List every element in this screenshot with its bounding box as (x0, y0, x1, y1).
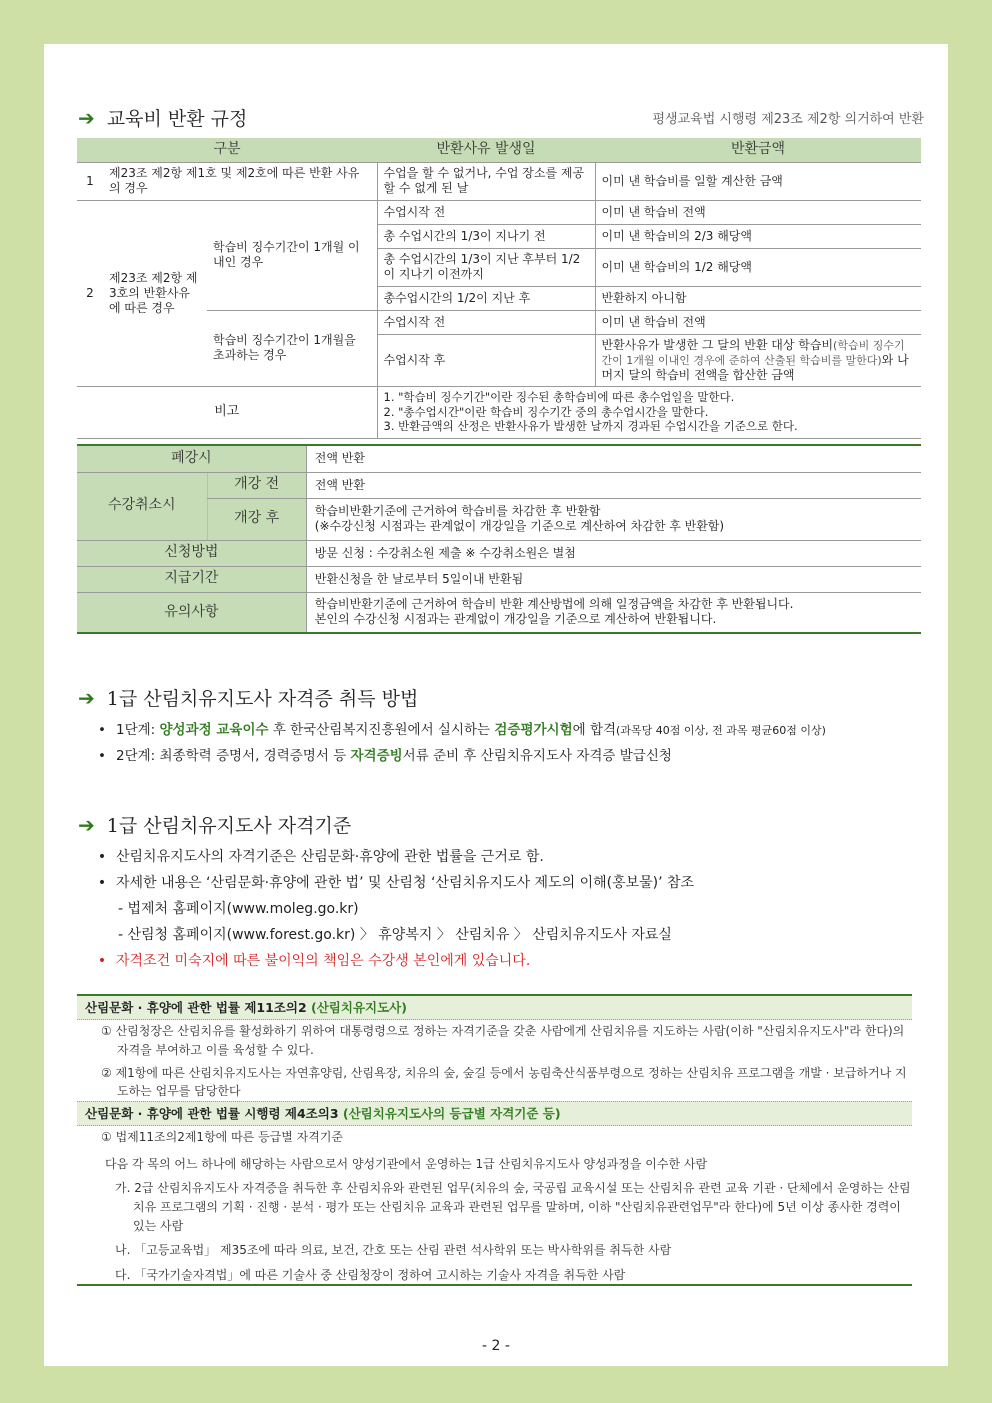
note-label: 유의사항 (77, 592, 306, 632)
arrow-right-icon: ➔ (78, 685, 95, 710)
closure-label: 폐강시 (77, 446, 306, 472)
table-row (77, 472, 921, 498)
row-occurrence: 총 수업시간의 1/3이 지나기 전 (377, 224, 595, 248)
cancel-table (77, 446, 921, 632)
pay-value: 반환신청을 한 날로부터 5일이내 반환됨 (306, 566, 921, 592)
row-occurrence: 수업시작 전 (377, 200, 595, 224)
row-occurrence: 수업시작 전 (377, 310, 595, 334)
bullet-icon: • (98, 722, 106, 738)
criteria-title-text: 1급 산림치유지도사 자격기준 (106, 815, 352, 837)
group-a-label: 학습비 징수기간이 1개월 이내인 경우 (207, 200, 377, 310)
note-value-line: 본인의 수강신청 시점과는 관계없이 개강일을 기준으로 계산하여 반환됩니다. (314, 612, 717, 627)
step-highlight: 양성과정 교육이수 (159, 722, 269, 738)
law-paragraph: 나. 「고등교육법」 제35조에 따라 의료, 보건, 간호 또는 산림 관련 석사학위 또는 박사학위를 취득한 사람 (115, 1243, 672, 1258)
header-amount: 반환금액 (595, 138, 921, 162)
row-amount: 이미 낸 학습비 전액 (595, 310, 921, 334)
law-paragraph: ① 산림청장은 산림치유를 활성화하기 위하여 대통령령으로 정하는 자격기준을 갖춘 사람에게 산림치유를 지도하는 사람(이하 "산림치유지도사"라 한다)의 자격을 부여하고 이를 육성할 수 있다. (101, 1024, 905, 1057)
bullet-icon: • (98, 747, 106, 764)
acquire-title (78, 684, 418, 711)
law-heading (77, 994, 912, 1020)
document-page (44, 44, 948, 1366)
note-value (306, 592, 921, 632)
list-item (88, 845, 938, 871)
remark-item: 3. 반환금액의 산정은 반환사유가 발생한 날까지 경과된 수업시간을 기준으로 한다. (383, 419, 798, 434)
step-1 (116, 718, 826, 744)
law-paragraph: ① 법제11조의2제1항에 따른 등급별 자격기준 (101, 1130, 344, 1145)
step-text: 1단계: (116, 722, 160, 738)
row-amount: 이미 낸 학습비를 일할 계산한 금액 (595, 162, 921, 200)
law-heading-highlight: (산림치유지도사의 등급별 자격기준 등) (342, 1105, 561, 1121)
link-moleg: - 법제처 홈페이지(www.moleg.go.kr) (118, 900, 359, 917)
law-paragraph: 다. 「국가기술자격법」에 따른 기술사 중 산림청장이 정하여 고시하는 기술사 자격을 취득한 사람 (115, 1267, 626, 1282)
table-row (77, 200, 921, 224)
row-occurrence: 총수업시간의 1/2이 지난 후 (377, 286, 595, 310)
law-heading-text: 산림문화 · 휴양에 관한 법률 제11조의2 (85, 1000, 312, 1015)
law-heading-highlight: (산림치유지도사) (311, 1000, 407, 1015)
table-row (77, 592, 921, 632)
law-paragraph: ② 제1항에 따른 산림치유지도사는 자연휴양림, 산림욕장, 치유의 숲, 숲길 등에서 농림축산식품부령으로 정하는 산림치유 프로그램을 개발 · 보급하거나 지도하는 업무를 담당한다 (101, 1065, 907, 1099)
after-value-line: (※수강신청 시점과는 관계없이 개강일을 기준으로 계산하여 차감한 후 반환함) (314, 519, 725, 533)
row-amount: 이미 낸 학습비 전액 (595, 200, 921, 224)
remark-item: 2. "총수업시간"이란 학습비 징수기간 중의 총수업시간을 말한다. (383, 404, 709, 419)
step-note: (과목당 40점 이상, 전 과목 평균60점 이상) (616, 724, 826, 737)
header-occurrence: 반환사유 발생일 (377, 138, 595, 162)
refund-title-text: 교육비 반환 규정 (106, 108, 248, 130)
amount-main-2: 와 나머지 달의 학습비 전액을 합산한 금액 (601, 352, 909, 382)
refund-law-reference: 평생교육법 시행령 제23조 제2항 의거하여 반환 (652, 112, 924, 127)
refund-table-header (77, 138, 921, 162)
row-amount: 반환하지 아니함 (595, 286, 921, 310)
row-category: 제23조 제2항 제1호 및 제2호에 따른 반환 사유의 경우 (103, 162, 377, 200)
remarks-row (77, 386, 921, 438)
table-row (77, 446, 921, 472)
acquire-steps (88, 718, 938, 769)
step-text: 서류 준비 후 산림치유지도사 자격증 발급신청 (402, 747, 672, 764)
link-forest: - 산림청 홈페이지(www.forest.go.kr) 〉 휴양복지 〉 산림치유 〉 산림치유지도사 자료실 (118, 926, 672, 943)
before-label: 개강 전 (207, 472, 306, 498)
row-occurrence: 총 수업시간의 1/3이 지난 후부터 1/2이 지나기 이전까지 (377, 248, 595, 286)
bullet-icon: • (97, 874, 107, 891)
bullet-icon: • (97, 952, 107, 969)
list-item (88, 871, 938, 897)
refund-table (77, 138, 921, 439)
arrow-right-icon: ➔ (78, 105, 95, 130)
after-value-line: 학습비반환기준에 근거하여 학습비를 차감한 후 반환함 (314, 504, 601, 518)
step-highlight: 자격증빙 (350, 747, 403, 764)
after-value (306, 498, 921, 540)
step-text: 2단계: 최종학력 증명서, 경력증명서 등 (116, 747, 351, 764)
apply-value: 방문 신청 : 수강취소원 제출 ※ 수강취소원은 별첨 (306, 540, 921, 566)
row-amount (595, 334, 921, 386)
criteria-text: 산림치유지도사의 자격기준은 산림문화·휴양에 관한 법률을 근거로 함. (116, 849, 544, 865)
law-paragraph: 가. 2급 산림치유지도사 자격증을 취득한 후 산림치유와 관련된 업무(치유의 숲, 국공립 교육시설 또는 산림치유 관련 교육 기관 · 단체에서 운영하는 산림치유 프로그램의 기획 · 진행 · 분석 · 평가 또는 산림치유 교육과 관련된 업무를 말하며, 이하 "산림치유관련업무"라 한다)에 5년 이상 종사한 경력이 있는 사람 (115, 1181, 911, 1233)
remarks-content (377, 386, 921, 438)
acquire-title-text: 1급 산림치유지도사 자격증 취득 방법 (106, 688, 419, 710)
arrow-right-icon: ➔ (78, 812, 95, 837)
row-occurrence: 수업시작 후 (377, 334, 595, 386)
list-item (88, 718, 938, 744)
remarks-label: 비고 (77, 386, 377, 438)
group-b-label: 학습비 징수기간이 1개월을 초과하는 경우 (207, 310, 377, 386)
list-item (88, 949, 938, 975)
warning-text: 자격조건 미숙지에 따른 불이익의 책임은 수강생 본인에게 있습니다. (116, 952, 531, 969)
criteria-list (88, 845, 938, 974)
amount-main-1: 반환사유가 발생한 그 달의 반환 대상 학습비 (601, 337, 834, 352)
cancel-table-wrap (77, 444, 921, 634)
withdraw-label: 수강취소시 (77, 472, 207, 540)
closure-value: 전액 반환 (306, 446, 921, 472)
step-text: 후 한국산림복지진흥원에서 실시하는 (268, 722, 495, 738)
step-2 (116, 744, 672, 770)
pay-label: 지급기간 (77, 566, 306, 592)
law-heading (77, 1101, 912, 1126)
law-paragraph: 다음 각 목의 어느 하나에 해당하는 사람으로서 양성기관에서 운영하는 1급 산림치유지도사 양성과정을 이수한 사람 (105, 1156, 708, 1171)
before-value: 전액 반환 (306, 472, 921, 498)
list-item (88, 744, 938, 770)
row-number: 1 (77, 162, 103, 200)
row-amount: 이미 낸 학습비의 2/3 해당액 (595, 224, 921, 248)
after-label: 개강 후 (207, 498, 306, 540)
row-occurrence: 수업을 할 수 없거나, 수업 장소를 제공할 수 없게 된 날 (377, 162, 595, 200)
table-row (77, 540, 921, 566)
law-heading-text: 산림문화 · 휴양에 관한 법률 시행령 제4조의3 (85, 1105, 343, 1121)
remark-item: 1. "학습비 징수기간"이란 징수된 총학습비에 따른 총수업일을 말한다. (383, 389, 735, 404)
step-highlight: 검증평가시험 (494, 722, 573, 738)
criteria-text: 자세한 내용은 ‘산림문화·휴양에 관한 법’ 및 산림청 ‘산림치유지도사 제도의 이해(홍보물)’ 참조 (116, 874, 695, 891)
row-category: 제23조 제2항 제3호의 반환사유에 따른 경우 (103, 200, 207, 386)
row-number: 2 (77, 200, 103, 386)
header-category: 구분 (77, 138, 377, 162)
criteria-title (78, 811, 351, 838)
row-amount: 이미 낸 학습비의 1/2 해당액 (595, 248, 921, 286)
apply-label: 신청방법 (77, 540, 306, 566)
refund-table-wrap (77, 138, 921, 439)
bullet-icon: • (97, 849, 107, 865)
page-number: - 2 - (482, 1338, 510, 1354)
amount-note: (학습비 징수기간이 1개월 이내인 경우에 준하여 산출된 학습비를 말한다) (601, 338, 905, 367)
table-row (77, 566, 921, 592)
law-box (77, 994, 912, 1286)
refund-section-header (78, 104, 924, 131)
refund-title (78, 104, 247, 131)
table-row (77, 162, 921, 200)
step-text: 에 합격 (572, 722, 617, 738)
note-value-line: 학습비반환기준에 근거하여 학습비 반환 계산방법에 의해 일정금액을 차감한 후 반환됩니다. (314, 597, 794, 612)
